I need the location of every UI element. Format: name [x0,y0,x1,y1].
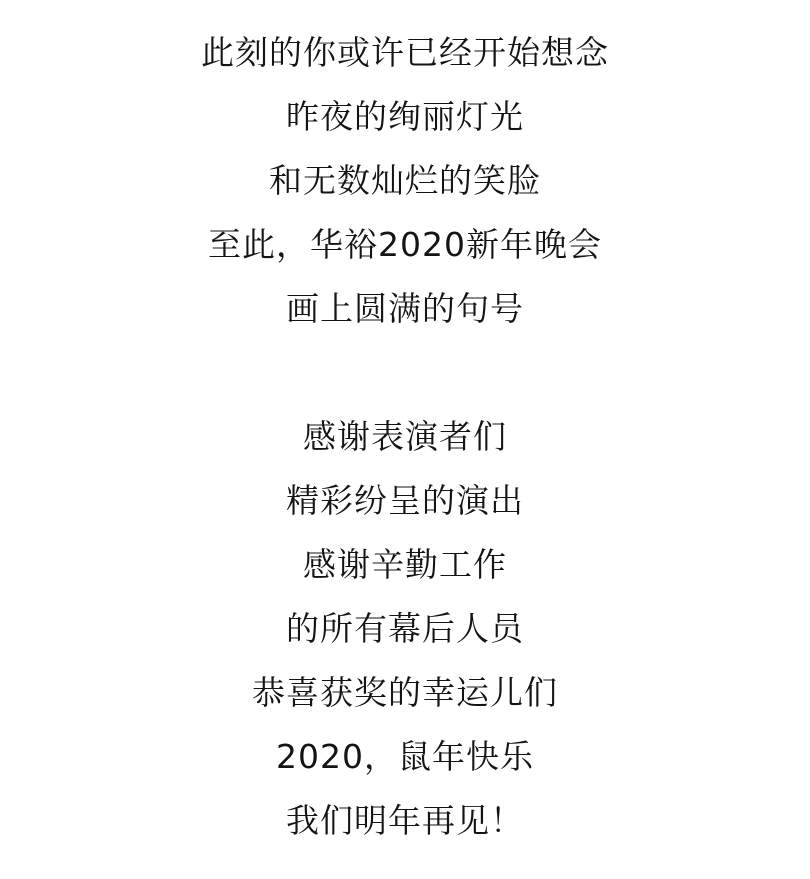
message-line: 我们明年再见！ [286,801,524,840]
message-line: 至此，华裕2020新年晚会 [208,225,602,264]
stanza-closing [0,21,810,341]
message-line: 画上圆满的句号 [286,289,524,328]
message-line: 此刻的你或许已经开始想念 [201,33,609,72]
message-line: 感谢辛勤工作 [303,545,507,584]
message-line: 的所有幕后人员 [286,609,524,648]
message-line: 恭喜获奖的幸运儿们 [252,673,558,712]
message-line: 精彩纷呈的演出 [286,481,524,520]
message-line: 2020，鼠年快乐 [276,737,534,776]
stanza-thanks [0,405,810,853]
message-line: 昨夜的绚丽灯光 [286,97,524,136]
message-line: 感谢表演者们 [303,417,507,456]
message-line: 和无数灿烂的笑脸 [269,161,541,200]
